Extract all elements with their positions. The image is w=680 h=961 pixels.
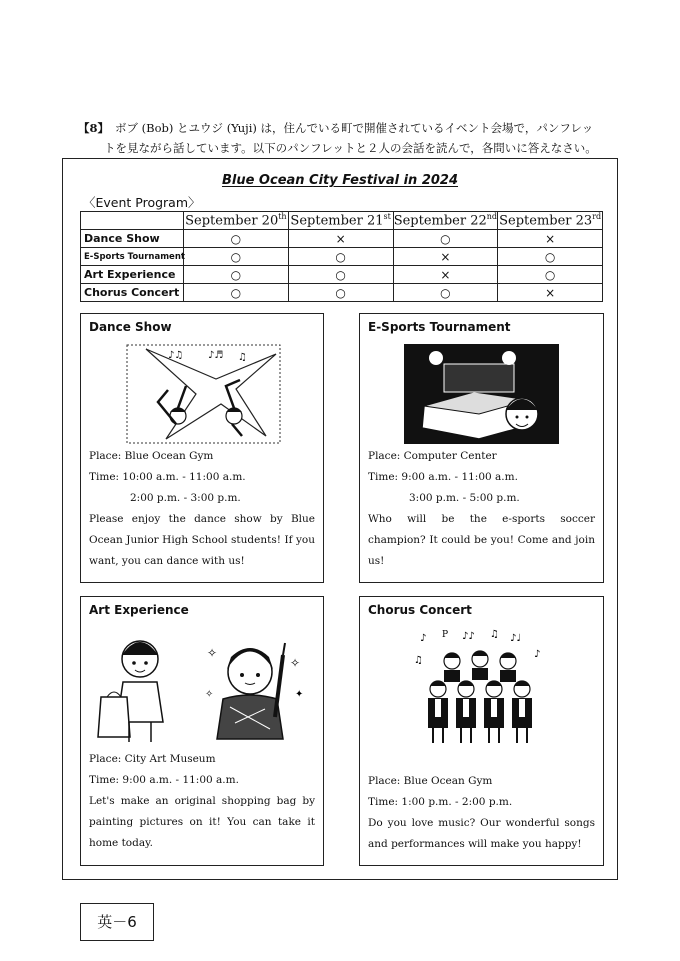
svg-text:✦: ✦ <box>295 689 304 700</box>
art-experience-info <box>89 749 315 854</box>
time-1: Time: 9:00 a.m. - 11:00 a.m. <box>368 471 518 483</box>
art-experience-card <box>80 596 324 866</box>
svg-text:♪: ♪ <box>534 649 541 660</box>
date-col-2: September 22nd <box>393 212 498 229</box>
schedule-row-art <box>81 266 603 284</box>
mark-cell: ○ <box>498 248 603 266</box>
description: Please enjoy the dance show by Blue Ocean Junior High School students! If you want, you can dance with us! <box>89 513 315 567</box>
esports-tournament-card <box>359 313 604 583</box>
place: Place: Computer Center <box>368 450 497 462</box>
mark-cell: ○ <box>184 230 289 248</box>
svg-text:♪♪: ♪♪ <box>462 631 475 642</box>
page-number: 英－6 <box>80 903 154 941</box>
mark-cell: ○ <box>184 284 289 302</box>
svg-text:✧: ✧ <box>205 689 214 700</box>
art-experience-illustration <box>95 627 305 745</box>
description: Let's make an original shopping bag by painting pictures on it! You can take it home today. <box>89 795 315 849</box>
svg-text:✧: ✧ <box>290 656 301 670</box>
card-title: Chorus Concert <box>368 603 472 617</box>
chorus-concert-card <box>359 596 604 866</box>
row-event-name: E-Sports Tournament <box>81 248 184 266</box>
esports-illustration <box>404 344 559 444</box>
schedule-table <box>80 211 603 302</box>
time-1: Time: 9:00 a.m. - 11:00 a.m. <box>89 774 239 786</box>
svg-text:♫: ♫ <box>490 629 499 640</box>
question-line-2: トを見ながら話しています。以下のパンフレットと２人の会話を読んで，各問いに答えなさい。 <box>104 141 597 155</box>
esports-info <box>368 446 595 572</box>
svg-text:P: P <box>442 630 449 640</box>
question-header <box>78 118 638 158</box>
time-2: 3:00 p.m. - 5:00 p.m. <box>409 492 520 504</box>
svg-text:♫: ♫ <box>238 352 247 363</box>
mark-cell: × <box>393 248 498 266</box>
svg-text:♫: ♫ <box>414 655 423 666</box>
date-col-3: September 23rd <box>499 212 602 229</box>
date-col-1: September 21st <box>288 212 393 230</box>
place: Place: City Art Museum <box>89 753 216 765</box>
question-line-1: ボブ (Bob) とユウジ (Yuji) は，住んでいる町で開催されているイベント会場で，パンフレッ <box>115 121 594 135</box>
mark-cell: ○ <box>393 230 498 248</box>
mark-cell: ○ <box>184 248 289 266</box>
question-number: 【8】 <box>78 121 110 135</box>
place: Place: Blue Ocean Gym <box>89 450 214 462</box>
svg-text:♪♫: ♪♫ <box>168 350 184 361</box>
description: Do you love music? Our wonderful songs and performances will make you happy! <box>368 817 595 850</box>
mark-cell: × <box>288 230 393 248</box>
card-title: E-Sports Tournament <box>368 320 511 334</box>
dance-show-info <box>89 446 315 572</box>
schedule-header-row <box>81 212 603 230</box>
svg-text:♪♩: ♪♩ <box>510 633 522 644</box>
mark-cell: × <box>498 284 603 302</box>
time-1: Time: 1:00 p.m. - 2:00 p.m. <box>368 796 513 808</box>
place: Place: Blue Ocean Gym <box>368 775 493 787</box>
description: Who will be the e-sports soccer champion? It could be you! Come and join us! <box>368 513 595 567</box>
time-2: 2:00 p.m. - 3:00 p.m. <box>130 492 241 504</box>
mark-cell: ○ <box>393 284 498 302</box>
svg-text:♪♬: ♪♬ <box>208 350 224 361</box>
schedule-row-chorus <box>81 284 603 302</box>
row-event-name: Art Experience <box>81 266 184 284</box>
svg-text:♪: ♪ <box>420 633 427 644</box>
dance-show-illustration <box>126 344 281 444</box>
card-title: Dance Show <box>89 320 172 334</box>
schedule-row-esports <box>81 248 603 266</box>
program-label: 〈Event Program〉 <box>83 195 201 210</box>
schedule-row-dance <box>81 230 603 248</box>
svg-text:✧: ✧ <box>207 646 218 660</box>
mark-cell: ○ <box>288 266 393 284</box>
mark-cell: ○ <box>498 266 603 284</box>
mark-cell: × <box>498 230 603 248</box>
mark-cell: ○ <box>288 248 393 266</box>
mark-cell: ○ <box>288 284 393 302</box>
festival-title: Blue Ocean City Festival in 2024 <box>221 173 459 188</box>
time-1: Time: 10:00 a.m. - 11:00 a.m. <box>89 471 246 483</box>
date-col-0: September 20th <box>185 212 287 229</box>
row-event-name: Chorus Concert <box>81 284 184 302</box>
dance-show-card <box>80 313 324 583</box>
chorus-concert-info <box>368 771 595 855</box>
row-event-name: Dance Show <box>81 230 184 248</box>
pamphlet-frame <box>62 158 618 880</box>
mark-cell: × <box>393 266 498 284</box>
card-title: Art Experience <box>89 603 189 617</box>
chorus-concert-illustration <box>412 627 547 747</box>
mark-cell: ○ <box>184 266 289 284</box>
schedule-corner <box>81 212 184 230</box>
